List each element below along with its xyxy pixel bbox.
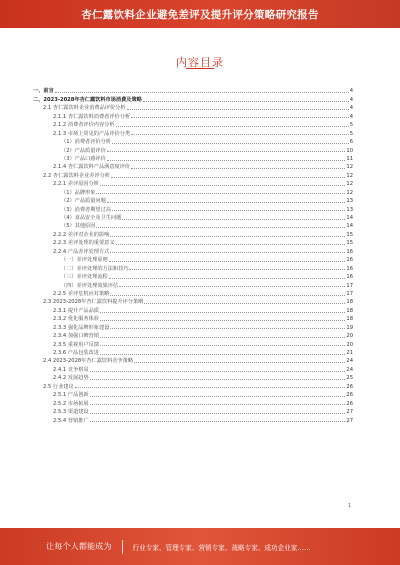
toc-entry[interactable] — [33, 407, 353, 415]
toc-entry[interactable] — [33, 196, 353, 204]
toc-entry-page: 12 — [346, 189, 353, 196]
toc-entry-page: 16 — [346, 248, 353, 255]
toc-dot-leader — [107, 160, 346, 161]
toc-entry[interactable] — [33, 297, 353, 305]
toc-entry-page: 27 — [346, 409, 353, 416]
toc-entry-page: 27 — [346, 417, 353, 424]
toc-dot-leader — [90, 379, 346, 380]
toc-entry-page: 11 — [346, 155, 353, 162]
toc-entry[interactable] — [33, 221, 353, 229]
toc-entry-page: 4 — [349, 105, 353, 112]
toc-entry-label: 2.3.3 强化品牌形象建设 — [53, 324, 110, 331]
toc-entry-label: （3）产品口感评价 — [61, 155, 106, 162]
toc-dot-leader — [112, 143, 349, 144]
footer-divider — [122, 540, 123, 554]
toc-entry-page: 14 — [346, 215, 353, 221]
toc-entry-label: 2.1.3 市场上常见的产品评价分类 — [53, 130, 131, 137]
toc-entry-label: 2.3.2 优化服务体验 — [53, 316, 99, 323]
toc-entry[interactable] — [33, 339, 353, 347]
toc-entry-label: （3）消费者期望过高 — [61, 206, 111, 213]
toc-entry-label: 2.2.4 产品差评处理方式 — [53, 248, 110, 255]
toc-entry-label: 2.3.4 加强口碑营销 — [53, 333, 99, 340]
toc-entry-label: 2.5.4 营销推广 — [53, 417, 89, 424]
toc-entry[interactable] — [33, 280, 353, 288]
toc-entry-label: 2.1 杏仁露饮料企业消费品评价分析 — [43, 105, 126, 112]
toc-entry-page: 12 — [346, 172, 353, 179]
toc-entry-page: 16 — [346, 265, 353, 272]
toc-entry-label: 2.2 杏仁露饮料企业差评分析 — [43, 172, 110, 179]
toc-entry-page: 14 — [346, 223, 353, 230]
toc-dot-leader — [90, 371, 346, 372]
toc-entry-page: 5 — [349, 130, 353, 137]
toc-dot-leader — [112, 210, 345, 211]
toc-entry-label: 2.5.2 市场拓展 — [53, 400, 89, 407]
toc-entry-page: 26 — [346, 383, 353, 390]
toc-entry-page: 17 — [346, 290, 353, 297]
toc-entry-label: 2.5.3 渠道建设 — [53, 409, 89, 416]
toc-entry-page: 16 — [346, 257, 353, 264]
toc-entry[interactable] — [33, 381, 353, 389]
toc-entry[interactable] — [33, 390, 353, 398]
toc-entry[interactable] — [33, 246, 353, 254]
header-band — [0, 0, 400, 28]
toc-dot-leader — [122, 219, 345, 220]
toc-dot-leader — [134, 362, 345, 363]
toc-dot-leader — [109, 261, 346, 262]
toc-entry-label: （一）差评处理原则 — [61, 257, 108, 264]
toc-entry[interactable] — [33, 398, 353, 406]
toc-entry[interactable] — [33, 170, 353, 178]
toc-entry-page: 16 — [346, 274, 353, 281]
toc-entry-page: 18 — [346, 299, 353, 306]
toc-title-underline — [186, 68, 214, 69]
table-of-contents — [33, 86, 353, 424]
toc-entry-label: 2.3.6 产品包装改进 — [53, 350, 99, 356]
toc-dot-leader — [127, 109, 349, 110]
toc-entry[interactable] — [33, 348, 353, 356]
toc-entry-page: 18 — [346, 307, 353, 314]
toc-entry[interactable] — [33, 162, 353, 170]
toc-dot-leader — [96, 227, 345, 228]
toc-dot-leader — [90, 421, 346, 422]
toc-entry[interactable] — [33, 238, 353, 246]
toc-entry-page: 15 — [346, 240, 353, 247]
toc-entry-label: （4）食品安全及卫生问题 — [61, 215, 122, 221]
toc-entry-label: 2.2.3 差评处理的重要意义 — [53, 240, 115, 247]
toc-dot-leader — [129, 269, 345, 270]
toc-entry-label: （二）差评处理的方法和技巧 — [61, 265, 129, 272]
page-number: 1 — [348, 503, 352, 509]
toc-entry-label: 2.3.5 重视用户反馈 — [53, 341, 99, 348]
toc-entry-page: 4 — [349, 88, 353, 95]
toc-entry-label: 2.4.1 竞争格局 — [53, 366, 89, 373]
toc-entry-page: 20 — [346, 341, 353, 348]
footer-band — [0, 528, 400, 565]
toc-dot-leader — [90, 404, 346, 405]
toc-entry[interactable] — [33, 179, 353, 187]
toc-dot-leader — [75, 387, 346, 388]
toc-entry-label: 2.2.1 差评原因分析 — [53, 181, 99, 188]
toc-dot-leader — [107, 151, 346, 152]
toc-entry-label: （2）产品质量问题 — [61, 198, 106, 205]
toc-entry-label: （5）其他原因 — [61, 223, 96, 230]
toc-dot-leader — [143, 101, 349, 102]
footer-tagline: 行业专家、管理专家、营销专家、战略专家、成功企业家…… — [132, 543, 311, 552]
toc-entry[interactable] — [33, 128, 353, 136]
toc-dot-leader — [144, 303, 345, 304]
toc-entry-label: （1）消费者评价分析 — [61, 139, 111, 146]
toc-dot-leader — [119, 286, 345, 287]
toc-entry-page: 20 — [346, 333, 353, 340]
toc-entry-label: （2）产品质量评价 — [61, 147, 106, 154]
toc-dot-leader — [96, 193, 345, 194]
toc-entry-label: （1）品牌形象 — [61, 189, 96, 196]
toc-entry-label: 2.5 行业建议 — [43, 383, 74, 390]
toc-entry[interactable] — [33, 137, 353, 145]
toc-entry[interactable] — [33, 272, 353, 280]
toc-dot-leader — [131, 134, 349, 135]
toc-entry[interactable] — [33, 305, 353, 313]
toc-entry-label: 2.2.2 差评对企业的影响 — [53, 231, 110, 238]
toc-entry-label: 2.3 2023-2028年杏仁露饮料提升评分策略 — [43, 299, 144, 306]
toc-entry[interactable] — [33, 154, 353, 162]
toc-dot-leader — [107, 202, 346, 203]
toc-entry-page: 6 — [349, 139, 353, 146]
toc-entry-label: 2.1.1 杏仁露饮料消费者评价分析 — [53, 113, 131, 120]
toc-entry[interactable] — [33, 263, 353, 271]
toc-entry[interactable] — [33, 415, 353, 423]
toc-entry[interactable] — [33, 289, 353, 297]
toc-entry-page: 12 — [346, 181, 353, 188]
toc-dot-leader — [131, 117, 349, 118]
toc-entry[interactable] — [33, 255, 353, 263]
toc-entry-label: 一、前言 — [33, 88, 54, 95]
toc-dot-leader — [116, 126, 349, 127]
toc-entry-page: 4 — [349, 113, 353, 120]
toc-title: 内容目录 — [176, 56, 224, 69]
toc-entry-page: 26 — [346, 400, 353, 407]
toc-dot-leader — [100, 354, 345, 355]
toc-entry-label: 2.1.4 杏仁露饮料产品满意度评价 — [53, 164, 131, 171]
toc-entry[interactable] — [33, 187, 353, 195]
toc-entry[interactable] — [33, 331, 353, 339]
toc-dot-leader — [111, 177, 345, 178]
toc-entry-page: 17 — [346, 282, 353, 289]
toc-entry-page: 13 — [346, 198, 353, 205]
toc-dot-leader — [90, 396, 346, 397]
toc-entry-page: 10 — [346, 147, 353, 154]
toc-dot-leader — [110, 328, 345, 329]
toc-entry-page: 26 — [346, 392, 353, 399]
toc-dot-leader — [55, 92, 349, 93]
toc-entry-page: 21 — [346, 350, 353, 356]
toc-entry[interactable] — [33, 213, 353, 221]
toc-entry-label: 2.5.1 产品创新 — [53, 392, 89, 399]
toc-entry[interactable] — [33, 103, 353, 111]
toc-entry-label: 2.1.2 消费者评价内容分析 — [53, 122, 115, 129]
document-title: 杏仁露饮料企业避免差评及提升评分策略研究报告 — [81, 8, 319, 21]
toc-dot-leader — [110, 236, 345, 237]
toc-dot-leader — [100, 185, 345, 186]
toc-dot-leader — [100, 345, 345, 346]
toc-entry[interactable] — [33, 364, 353, 372]
toc-entry-label: 2.4.2 发展趋势 — [53, 375, 89, 382]
toc-entry[interactable] — [33, 229, 353, 237]
toc-entry-page: 12 — [346, 164, 353, 171]
toc-entry-page: 4 — [349, 96, 353, 103]
toc-entry-label: 二、2023-2028年杏仁露饮料市场消费及策略 — [33, 96, 142, 103]
toc-entry-page: 24 — [346, 366, 353, 373]
toc-entry-label: 2.4 2023-2028年杏仁露饮料竞争策略 — [43, 358, 134, 365]
toc-entry[interactable] — [33, 111, 353, 119]
toc-entry[interactable] — [33, 86, 353, 94]
toc-entry-page: 25 — [346, 375, 353, 382]
toc-entry[interactable] — [33, 204, 353, 212]
toc-entry-label: 2.2.5 差评危机应对策略 — [53, 290, 110, 297]
toc-entry[interactable] — [33, 120, 353, 128]
toc-entry-label: 2.3.1 提升产品品质 — [53, 307, 99, 314]
toc-entry[interactable] — [33, 373, 353, 381]
toc-entry-label: （三）差评处理流程 — [61, 274, 108, 281]
toc-dot-leader — [100, 320, 345, 321]
toc-dot-leader — [110, 295, 345, 296]
toc-dot-leader — [131, 168, 345, 169]
footer-slogan: 让每个人都能成为 — [46, 541, 112, 551]
toc-dot-leader — [90, 413, 346, 414]
toc-entry-page: 19 — [346, 324, 353, 331]
toc-entry[interactable] — [33, 145, 353, 153]
toc-entry-page: 24 — [346, 358, 353, 365]
toc-dot-leader — [100, 312, 345, 313]
toc-entry[interactable] — [33, 356, 353, 364]
toc-entry[interactable] — [33, 314, 353, 322]
toc-entry-page: 15 — [346, 231, 353, 238]
toc-entry[interactable] — [33, 94, 353, 102]
toc-dot-leader — [110, 252, 345, 253]
toc-dot-leader — [109, 278, 346, 279]
toc-dot-leader — [100, 337, 345, 338]
toc-entry-page: 13 — [346, 206, 353, 213]
toc-dot-leader — [116, 244, 346, 245]
toc-entry[interactable] — [33, 322, 353, 330]
toc-entry-page: 5 — [349, 122, 353, 129]
toc-entry-page: 18 — [346, 316, 353, 323]
toc-entry-label: （四）差评处理效果评估 — [61, 282, 119, 289]
